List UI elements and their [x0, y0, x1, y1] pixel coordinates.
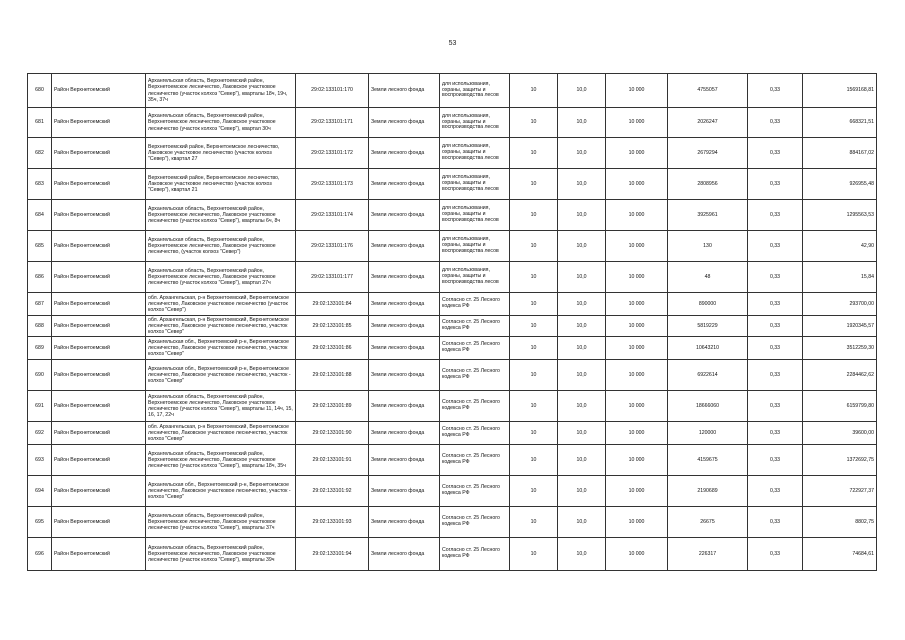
permitted-use-cell: Согласно ст. 25 Лесного кодекса РФ	[440, 476, 510, 507]
area-cell: 3925961	[668, 200, 748, 231]
permitted-use-cell: Согласно ст. 25 Лесного кодекса РФ	[440, 337, 510, 360]
rate-cell: 0,33	[748, 108, 803, 138]
value-1-cell: 10	[510, 262, 558, 293]
land-category-cell: Земли лесного фонда	[369, 316, 440, 337]
rate-cell: 0,33	[748, 445, 803, 476]
cadastral-number-cell: 29:02:133101:90	[296, 422, 369, 445]
value-2-cell: 10,0	[558, 316, 606, 337]
value-3-cell: 10 000	[606, 138, 668, 169]
row-number: 687	[28, 293, 52, 316]
amount-cell: 1569168,81	[803, 74, 877, 108]
area-cell: 5819229	[668, 316, 748, 337]
address-cell: Архангельская область, Верхнетоемский район, Верхнетоемское лесничество, Лаковское участковое лесничество (участок колхоз "Север"), кварталы 6ч, 8ч	[146, 200, 296, 231]
value-3-cell: 10 000	[606, 422, 668, 445]
address-cell: Архангельская область, Верхнетоемский район, Верхнетоемское лесничество, Лаковское участковое лесничество (участок колхоз "Север"), кварталы 18ч, 19ч, 35ч, 37ч	[146, 74, 296, 108]
address-cell: обл. Архангельская, р-н Верхнетоемский, Верхнетоемское лесничество, Лаковское участковое лесничество (участок колхоз "Север")	[146, 293, 296, 316]
value-2-cell: 10,0	[558, 360, 606, 391]
row-number: 695	[28, 507, 52, 538]
row-number: 680	[28, 74, 52, 108]
value-3-cell: 10 000	[606, 74, 668, 108]
row-number: 686	[28, 262, 52, 293]
value-1-cell: 10	[510, 445, 558, 476]
land-plots-table	[27, 73, 877, 571]
address-cell: Архангельская обл., Верхнетоемский р-н, Верхнетоемское лесничество, Лаковское участковое лесничество, участок колхоз "Север"	[146, 337, 296, 360]
address-cell: Архангельская область, Верхнетоемский район, Верхнетоемское лесничество, Лаковское участковое лесничество (участок колхоз "Север"), кварталы 18ч, 35ч	[146, 445, 296, 476]
area-cell: 4755057	[668, 74, 748, 108]
district-cell: Район Верхнетоемский	[52, 262, 146, 293]
district-cell: Район Верхнетоемский	[52, 337, 146, 360]
value-3-cell: 10 000	[606, 476, 668, 507]
value-1-cell: 10	[510, 391, 558, 422]
cadastral-number-cell: 29:02:133101:171	[296, 108, 369, 138]
address-cell: Архангельская область, Верхнетоемский район, Верхнетоемское лесничество, Лаковское участковое лесничество (участок колхоз "Север"), кварталы 39ч	[146, 538, 296, 571]
area-cell: 18666060	[668, 391, 748, 422]
land-category-cell: Земли лесного фонда	[369, 108, 440, 138]
value-3-cell: 10 000	[606, 293, 668, 316]
cadastral-number-cell: 29:02:133101:88	[296, 360, 369, 391]
district-cell: Район Верхнетоемский	[52, 293, 146, 316]
district-cell: Район Верхнетоемский	[52, 507, 146, 538]
permitted-use-cell: Согласно ст. 25 Лесного кодекса РФ	[440, 293, 510, 316]
table-row	[28, 445, 877, 476]
cadastral-number-cell: 29:02:133101:89	[296, 391, 369, 422]
value-3-cell: 10 000	[606, 391, 668, 422]
value-2-cell: 10,0	[558, 231, 606, 262]
land-category-cell: Земли лесного фонда	[369, 138, 440, 169]
cadastral-number-cell: 29:02:133101:94	[296, 538, 369, 571]
value-3-cell: 10 000	[606, 262, 668, 293]
area-cell: 6922614	[668, 360, 748, 391]
value-2-cell: 10,0	[558, 337, 606, 360]
rate-cell: 0,33	[748, 74, 803, 108]
row-number: 691	[28, 391, 52, 422]
address-cell: Верхнетоемский район, Верхнетоемское лесничество, Лаковское участковое лесничество (участок колхоз "Север"), квартал 21	[146, 169, 296, 200]
land-category-cell: Земли лесного фонда	[369, 507, 440, 538]
value-1-cell: 10	[510, 360, 558, 391]
value-3-cell: 10 000	[606, 360, 668, 391]
row-number: 693	[28, 445, 52, 476]
table-row	[28, 422, 877, 445]
table-row	[28, 231, 877, 262]
district-cell: Район Верхнетоемский	[52, 538, 146, 571]
district-cell: Район Верхнетоемский	[52, 476, 146, 507]
amount-cell: 926955,48	[803, 169, 877, 200]
amount-cell: 668321,51	[803, 108, 877, 138]
area-cell: 48	[668, 262, 748, 293]
land-category-cell: Земли лесного фонда	[369, 391, 440, 422]
value-3-cell: 10 000	[606, 538, 668, 571]
area-cell: 130	[668, 231, 748, 262]
row-number: 682	[28, 138, 52, 169]
amount-cell: 42,90	[803, 231, 877, 262]
value-1-cell: 10	[510, 538, 558, 571]
rate-cell: 0,33	[748, 507, 803, 538]
permitted-use-cell: для использования, охраны, защиты и воспроизводства лесов	[440, 169, 510, 200]
cadastral-number-cell: 29:02:133101:93	[296, 507, 369, 538]
amount-cell: 15,84	[803, 262, 877, 293]
value-1-cell: 10	[510, 169, 558, 200]
row-number: 684	[28, 200, 52, 231]
table-row	[28, 293, 877, 316]
value-1-cell: 10	[510, 231, 558, 262]
cadastral-number-cell: 29:02:133101:176	[296, 231, 369, 262]
row-number: 696	[28, 538, 52, 571]
permitted-use-cell: Согласно ст. 25 Лесного кодекса РФ	[440, 538, 510, 571]
row-number: 688	[28, 316, 52, 337]
row-number: 683	[28, 169, 52, 200]
land-category-cell: Земли лесного фонда	[369, 445, 440, 476]
cadastral-number-cell: 29:02:133101:170	[296, 74, 369, 108]
area-cell: 2808956	[668, 169, 748, 200]
row-number: 692	[28, 422, 52, 445]
amount-cell: 293700,00	[803, 293, 877, 316]
value-1-cell: 10	[510, 138, 558, 169]
permitted-use-cell: Согласно ст. 25 Лесного кодекса РФ	[440, 445, 510, 476]
rate-cell: 0,33	[748, 337, 803, 360]
permitted-use-cell: для использования, охраны, защиты и воспроизводства лесов	[440, 262, 510, 293]
value-2-cell: 10,0	[558, 445, 606, 476]
permitted-use-cell: Согласно ст. 25 Лесного кодекса РФ	[440, 422, 510, 445]
value-3-cell: 10 000	[606, 316, 668, 337]
district-cell: Район Верхнетоемский	[52, 169, 146, 200]
land-category-cell: Земли лесного фонда	[369, 337, 440, 360]
rate-cell: 0,33	[748, 538, 803, 571]
district-cell: Район Верхнетоемский	[52, 391, 146, 422]
table-row	[28, 538, 877, 571]
value-1-cell: 10	[510, 422, 558, 445]
amount-cell: 74684,61	[803, 538, 877, 571]
cadastral-number-cell: 29:02:133101:177	[296, 262, 369, 293]
rate-cell: 0,33	[748, 476, 803, 507]
address-cell: Архангельская обл., Верхнетоемский р-н, Верхнетоемское лесничество, Лаковское участковое лесничество, участок - колхоз "Север"	[146, 476, 296, 507]
land-category-cell: Земли лесного фонда	[369, 169, 440, 200]
table-row	[28, 316, 877, 337]
row-number: 694	[28, 476, 52, 507]
land-category-cell: Земли лесного фонда	[369, 422, 440, 445]
value-2-cell: 10,0	[558, 293, 606, 316]
row-number: 690	[28, 360, 52, 391]
area-cell: 890000	[668, 293, 748, 316]
district-cell: Район Верхнетоемский	[52, 360, 146, 391]
value-1-cell: 10	[510, 74, 558, 108]
area-cell: 4159675	[668, 445, 748, 476]
table-row	[28, 200, 877, 231]
value-1-cell: 10	[510, 316, 558, 337]
permitted-use-cell: Согласно ст. 25 Лесного кодекса РФ	[440, 360, 510, 391]
land-category-cell: Земли лесного фонда	[369, 231, 440, 262]
rate-cell: 0,33	[748, 422, 803, 445]
value-1-cell: 10	[510, 293, 558, 316]
land-category-cell: Земли лесного фонда	[369, 538, 440, 571]
permitted-use-cell: для использования, охраны, защиты и воспроизводства лесов	[440, 200, 510, 231]
cadastral-number-cell: 29:02:133101:174	[296, 200, 369, 231]
area-cell: 226317	[668, 538, 748, 571]
land-category-cell: Земли лесного фонда	[369, 200, 440, 231]
value-2-cell: 10,0	[558, 538, 606, 571]
table-row	[28, 360, 877, 391]
rate-cell: 0,33	[748, 293, 803, 316]
address-cell: Архангельская область, Верхнетоемский район, Верхнетоемское лесничество, Лаковское участковое лесничество (участок колхоз "Север"), кварталы 37ч	[146, 507, 296, 538]
permitted-use-cell: для использования, охраны, защиты и воспроизводства лесов	[440, 108, 510, 138]
land-category-cell: Земли лесного фонда	[369, 360, 440, 391]
area-cell: 26675	[668, 507, 748, 538]
amount-cell: 2284462,62	[803, 360, 877, 391]
address-cell: Архангельская обл., Верхнетоемский р-н, Верхнетоемское лесничество, Лаковское участковое лесничество, участок - колхоз "Север"	[146, 360, 296, 391]
amount-cell: 884167,02	[803, 138, 877, 169]
cadastral-number-cell: 29:02:133101:173	[296, 169, 369, 200]
amount-cell: 3512259,30	[803, 337, 877, 360]
table-row	[28, 507, 877, 538]
area-cell: 120000	[668, 422, 748, 445]
cadastral-number-cell: 29:02:133101:86	[296, 337, 369, 360]
table-row	[28, 108, 877, 138]
value-3-cell: 10 000	[606, 445, 668, 476]
area-cell: 2026247	[668, 108, 748, 138]
amount-cell: 1372692,75	[803, 445, 877, 476]
cadastral-number-cell: 29:02:133101:84	[296, 293, 369, 316]
value-2-cell: 10,0	[558, 200, 606, 231]
district-cell: Район Верхнетоемский	[52, 445, 146, 476]
rate-cell: 0,33	[748, 360, 803, 391]
district-cell: Район Верхнетоемский	[52, 74, 146, 108]
address-cell: Верхнетоемский район, Верхнетоемское лесничество, Лаковское участковое лесничество (участок колхоз "Север"), квартал 27	[146, 138, 296, 169]
value-2-cell: 10,0	[558, 108, 606, 138]
table-row	[28, 262, 877, 293]
row-number: 685	[28, 231, 52, 262]
cadastral-number-cell: 29:02:133101:172	[296, 138, 369, 169]
rate-cell: 0,33	[748, 262, 803, 293]
amount-cell: 8802,75	[803, 507, 877, 538]
district-cell: Район Верхнетоемский	[52, 108, 146, 138]
permitted-use-cell: Согласно ст. 25 Лесного кодекса РФ	[440, 507, 510, 538]
area-cell: 10643210	[668, 337, 748, 360]
permitted-use-cell: для использования, охраны, защиты и воспроизводства лесов	[440, 138, 510, 169]
amount-cell: 1920345,57	[803, 316, 877, 337]
value-3-cell: 10 000	[606, 200, 668, 231]
district-cell: Район Верхнетоемский	[52, 200, 146, 231]
value-1-cell: 10	[510, 476, 558, 507]
table-row	[28, 391, 877, 422]
district-cell: Район Верхнетоемский	[52, 316, 146, 337]
row-number: 689	[28, 337, 52, 360]
rate-cell: 0,33	[748, 138, 803, 169]
cadastral-number-cell: 29:02:133101:91	[296, 445, 369, 476]
address-cell: Архангельская область, Верхнетоемский район, Верхнетоемское лесничество, Лаковское участковое лесничество (участок колхоз "Север"), квартал 27ч	[146, 262, 296, 293]
value-2-cell: 10,0	[558, 391, 606, 422]
value-3-cell: 10 000	[606, 231, 668, 262]
value-1-cell: 10	[510, 507, 558, 538]
district-cell: Район Верхнетоемский	[52, 231, 146, 262]
value-3-cell: 10 000	[606, 108, 668, 138]
value-3-cell: 10 000	[606, 169, 668, 200]
value-2-cell: 10,0	[558, 476, 606, 507]
value-2-cell: 10,0	[558, 138, 606, 169]
value-3-cell: 10 000	[606, 337, 668, 360]
value-1-cell: 10	[510, 337, 558, 360]
permitted-use-cell: Согласно ст. 25 Лесного кодекса РФ	[440, 316, 510, 337]
page-number: 53	[448, 40, 457, 47]
address-cell: Архангельская область, Верхнетоемский район, Верхнетоемское лесничество, Лаковское участковое лесничество, (участок колхоз "Север")	[146, 231, 296, 262]
permitted-use-cell: для использования, охраны, защиты и воспроизводства лесов	[440, 74, 510, 108]
rate-cell: 0,33	[748, 231, 803, 262]
district-cell: Район Верхнетоемский	[52, 138, 146, 169]
table-row	[28, 138, 877, 169]
permitted-use-cell: Согласно ст. 25 Лесного кодекса РФ	[440, 391, 510, 422]
value-2-cell: 10,0	[558, 422, 606, 445]
address-cell: Архангельская область, Верхнетоемский район, Верхнетоемское лесничество, Лаковское участковое лесничество (участок колхоз "Север"), кварталы 11, 14ч, 15, 16, 17, 22ч	[146, 391, 296, 422]
area-cell: 2679294	[668, 138, 748, 169]
land-category-cell: Земли лесного фонда	[369, 293, 440, 316]
value-1-cell: 10	[510, 200, 558, 231]
rate-cell: 0,33	[748, 169, 803, 200]
cadastral-number-cell: 29:02:133101:85	[296, 316, 369, 337]
row-number: 681	[28, 108, 52, 138]
value-1-cell: 10	[510, 108, 558, 138]
amount-cell: 722927,37	[803, 476, 877, 507]
address-cell: обл. Архангельская, р-н Верхнетоемский, Верхнетоемское лесничество, Лаковское участковое лесничество, участок колхоз "Север"	[146, 422, 296, 445]
value-2-cell: 10,0	[558, 262, 606, 293]
area-cell: 2190689	[668, 476, 748, 507]
value-3-cell: 10 000	[606, 507, 668, 538]
land-category-cell: Земли лесного фонда	[369, 476, 440, 507]
amount-cell: 39600,00	[803, 422, 877, 445]
district-cell: Район Верхнетоемский	[52, 422, 146, 445]
address-cell: обл. Архангельская, р-н Верхнетоемский, Верхнетоемское лесничество, Лаковское участковое лесничество, участок колхоз "Север"	[146, 316, 296, 337]
table-row	[28, 476, 877, 507]
address-cell: Архангельская область, Верхнетоемский район, Верхнетоемское лесничество, Лаковское участковое лесничество (участок колхоз "Север"), квартал 30ч	[146, 108, 296, 138]
rate-cell: 0,33	[748, 200, 803, 231]
amount-cell: 6159799,80	[803, 391, 877, 422]
rate-cell: 0,33	[748, 391, 803, 422]
rate-cell: 0,33	[748, 316, 803, 337]
permitted-use-cell: для использования, охраны, защиты и воспроизводства лесов	[440, 231, 510, 262]
value-2-cell: 10,0	[558, 169, 606, 200]
cadastral-number-cell: 29:02:133101:92	[296, 476, 369, 507]
amount-cell: 1295563,53	[803, 200, 877, 231]
table-row	[28, 337, 877, 360]
table-row	[28, 169, 877, 200]
table-row	[28, 74, 877, 108]
land-category-cell: Земли лесного фонда	[369, 74, 440, 108]
land-category-cell: Земли лесного фонда	[369, 262, 440, 293]
value-2-cell: 10,0	[558, 74, 606, 108]
value-2-cell: 10,0	[558, 507, 606, 538]
